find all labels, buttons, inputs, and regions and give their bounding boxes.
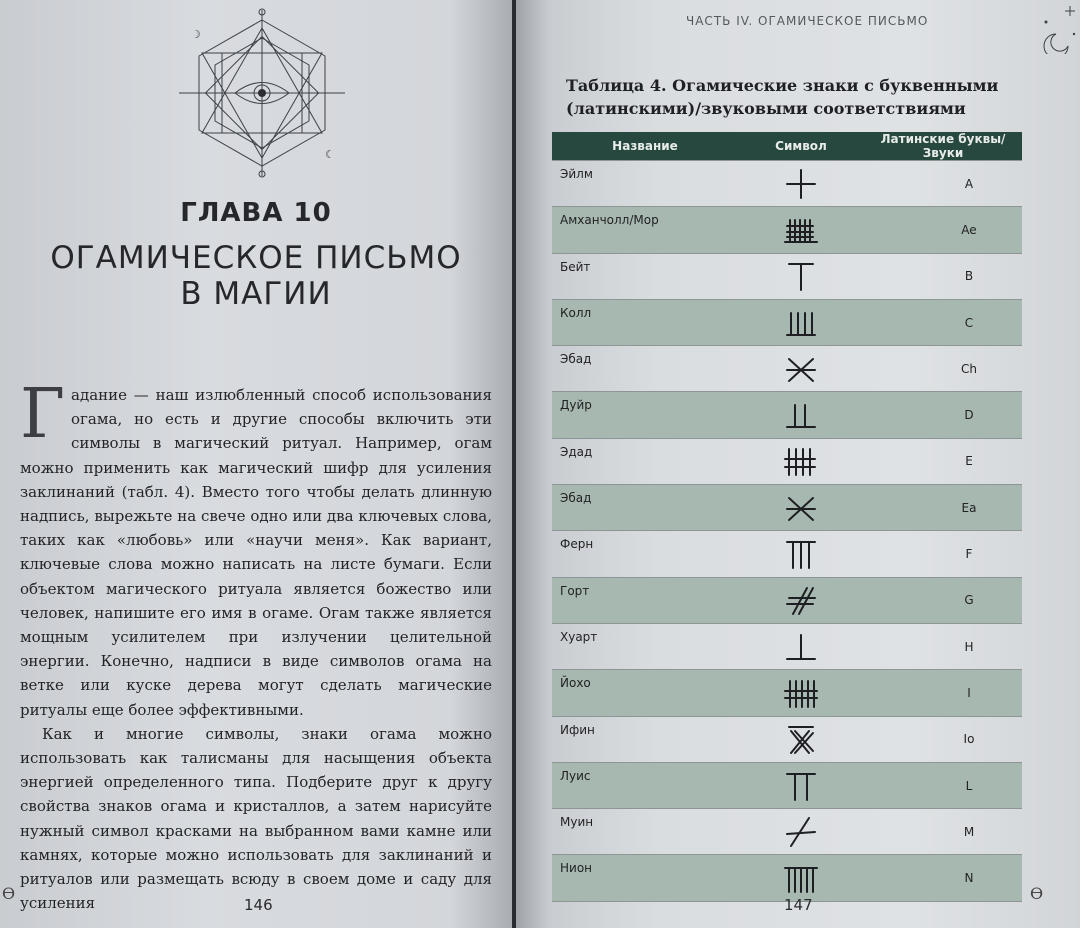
chapter-title-line2: В МАГИИ: [180, 276, 332, 312]
ogam-symbol-cell: [738, 716, 864, 762]
svg-text:☽: ☽: [191, 28, 201, 41]
ogam-amhancholl-icon: [781, 212, 821, 248]
ogam-name: Дуйр: [552, 392, 738, 438]
ogam-edad-icon: [781, 443, 821, 479]
table-row: [552, 207, 1022, 253]
table-caption-line2: (латинскими)/звуковыми соответствиями: [566, 99, 966, 118]
ogam-gort-icon: [781, 582, 821, 618]
table-row: [552, 346, 1022, 392]
running-head: ЧАСТЬ IV. ОГАМИЧЕСКОЕ ПИСЬМО: [686, 14, 929, 28]
svg-text:☾: ☾: [325, 148, 335, 161]
ogam-ebad-ea-icon: [781, 490, 821, 526]
ogam-letter: N: [864, 855, 1022, 901]
ogam-name: Йохо: [552, 670, 738, 716]
ogam-letter: L: [864, 762, 1022, 808]
header-letters: Латинские буквы/Звуки: [864, 132, 1022, 161]
ogam-name: Ифин: [552, 716, 738, 762]
ogam-name: Луис: [552, 762, 738, 808]
ogam-symbol-cell: [738, 485, 864, 531]
ogam-letter: I: [864, 670, 1022, 716]
table-caption-line1: Таблица 4. Огамические знаки с буквенными: [566, 76, 999, 95]
ogam-name: Эдад: [552, 438, 738, 484]
ogam-letter: M: [864, 809, 1022, 855]
table-row: [552, 161, 1022, 207]
ogam-beith-icon: [781, 258, 821, 294]
header-symbol: Символ: [738, 132, 864, 161]
paragraph-1: [20, 375, 492, 722]
chapter-number: ГЛАВА 10: [180, 198, 332, 228]
corner-symbol-right: ϴ: [1030, 884, 1044, 903]
table-caption: [566, 74, 1006, 120]
ogam-symbol-cell: [738, 762, 864, 808]
ogam-iphin-icon: [781, 721, 821, 757]
moon-ornament-icon: [1034, 4, 1078, 54]
ogam-symbol-cell: [738, 531, 864, 577]
ogam-idho-icon: [781, 675, 821, 711]
chapter-body-text: [20, 375, 492, 915]
table-row: [552, 623, 1022, 669]
table-row: [552, 855, 1022, 901]
ogam-coll-icon: [781, 305, 821, 341]
ogam-name: Хуарт: [552, 623, 738, 669]
ogam-ailm-icon: [781, 166, 821, 202]
ogam-symbol-cell: [738, 809, 864, 855]
page-number-right: 147: [784, 896, 813, 914]
ogam-name: Эбад: [552, 346, 738, 392]
table-row: [552, 485, 1022, 531]
ogam-name: Муин: [552, 809, 738, 855]
ogam-ebad-ch-icon: [781, 351, 821, 387]
table-row: [552, 577, 1022, 623]
ogam-muin-icon: [781, 814, 821, 850]
left-page: [0, 0, 512, 928]
ogam-name: Эбад: [552, 485, 738, 531]
table-row: [552, 438, 1022, 484]
ogam-symbol-cell: [738, 253, 864, 299]
ogam-symbol-cell: [738, 299, 864, 345]
ogam-table: [552, 132, 1022, 902]
ogam-letter: H: [864, 623, 1022, 669]
right-page: [516, 0, 1080, 928]
chapter-title: [0, 240, 512, 312]
table-header-row: [552, 132, 1022, 161]
header-name: Название: [552, 132, 738, 161]
table-row: [552, 299, 1022, 345]
ogam-letter: A: [864, 161, 1022, 207]
ogam-letter: D: [864, 392, 1022, 438]
ogam-name: Эйлм: [552, 161, 738, 207]
ogam-name: Ферн: [552, 531, 738, 577]
corner-symbol-left: ϴ: [2, 884, 16, 903]
ogam-name: Бейт: [552, 253, 738, 299]
ogam-symbol-cell: [738, 161, 864, 207]
ogam-symbol-cell: [738, 855, 864, 901]
ogam-nion-icon: [781, 860, 821, 896]
ogam-symbol-cell: [738, 670, 864, 716]
ogam-letter: C: [864, 299, 1022, 345]
drop-cap: Г: [20, 375, 66, 454]
ogam-symbol-cell: [738, 577, 864, 623]
ogam-letter: Ae: [864, 207, 1022, 253]
ogam-letter: G: [864, 577, 1022, 623]
ogam-letter: Ch: [864, 346, 1022, 392]
page-number-left: 146: [244, 896, 273, 914]
ogam-letter: E: [864, 438, 1022, 484]
ogam-fearn-icon: [781, 536, 821, 572]
table-row: [552, 809, 1022, 855]
ogam-name: Горт: [552, 577, 738, 623]
table-row: [552, 392, 1022, 438]
ogam-symbol-cell: [738, 623, 864, 669]
ogam-huath-icon: [781, 629, 821, 665]
paragraph-1-text: адание — наш излюбленный способ использования огама, но есть и другие способы включить эти символы в магический ритуал. Например, огам можно применить как магический шифр для усиления заклинаний (табл. 4). Вместо того чтобы делать длинную надпись, вырежьте на свече одно или два ключевых слова, таких как «любовь» или «научи меня». Как вариант, ключевые слова можно написать на листе бумаги. Если объектом магического ритуала является божество или человек, напишите его имя в огаме. Огам также является мощным усилителем при излучении целительной энергии. Конечно, надписи в виде символов огама на ветке или куске дерева могут сделать магические ритуалы еще более эффективными.: [20, 386, 492, 719]
ogam-letter: Ea: [864, 485, 1022, 531]
ogam-symbol-cell: [738, 392, 864, 438]
ogam-name: Нион: [552, 855, 738, 901]
ogam-symbol-cell: [738, 346, 864, 392]
eye-mandala-icon: [177, 8, 347, 178]
ogam-symbol-cell: [738, 207, 864, 253]
ogam-symbol-cell: [738, 438, 864, 484]
ogam-duir-icon: [781, 397, 821, 433]
table-row: [552, 762, 1022, 808]
table-row: [552, 531, 1022, 577]
ogam-name: Амханчолл/Мор: [552, 207, 738, 253]
ogam-letter: B: [864, 253, 1022, 299]
table-row: [552, 716, 1022, 762]
paragraph-2: Как и многие символы, знаки огама можно использовать как талисманы для насыщения объекта энергией определенного типа. Подберите друг к другу свойства знаков огама и кристаллов, а затем нарисуйте нужный символ красками на выбранном вами камне или камнях, которые можно использовать для заклинаний и ритуалов или размещать всюду в своем доме и саду для усиления: [20, 724, 492, 913]
ogam-letter: Io: [864, 716, 1022, 762]
table-row: [552, 670, 1022, 716]
ogam-name: Колл: [552, 299, 738, 345]
table-row: [552, 253, 1022, 299]
chapter-title-line1: ОГАМИЧЕСКОЕ ПИСЬМО: [50, 240, 462, 276]
ogam-letter: F: [864, 531, 1022, 577]
ogam-luis-icon: [781, 768, 821, 804]
